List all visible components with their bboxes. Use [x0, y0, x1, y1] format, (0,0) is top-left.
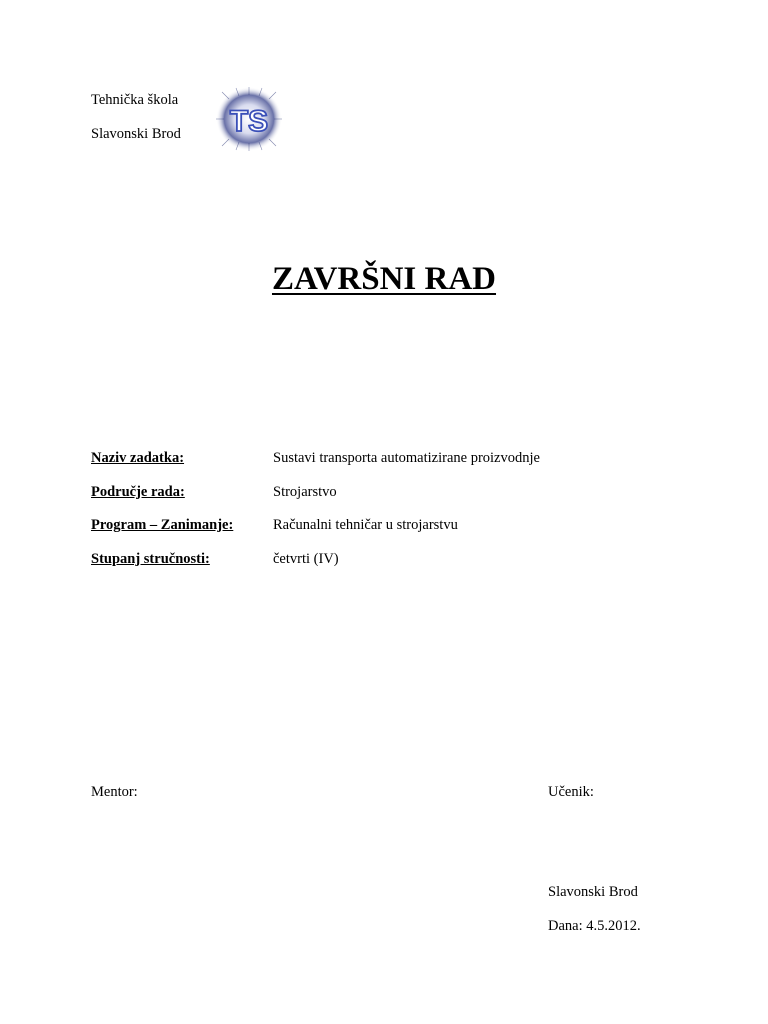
school-name: Tehnička škola [91, 92, 179, 108]
field-row-stupanj-strucnosti [91, 550, 691, 570]
field-label: Područje rada: [91, 484, 185, 500]
logo-lettering: TS [229, 105, 269, 138]
field-row-naziv-zadatka [91, 449, 691, 469]
field-label: Naziv zadatka: [91, 450, 185, 466]
document-title: ZAVRŠNI RAD [271, 261, 497, 297]
field-label: Stupanj stručnosti: [91, 551, 210, 567]
footer-date: Dana: 4.5.2012. [548, 918, 641, 934]
field-row-podrucje-rada [91, 483, 691, 503]
field-label: Program – Zanimanje: [91, 517, 234, 533]
field-value: Strojarstvo [273, 484, 337, 500]
field-row-program-zanimanje [91, 516, 691, 536]
field-value: Računalni tehničar u strojarstvu [273, 517, 458, 533]
student-label: Učenik: [548, 784, 594, 800]
footer-place: Slavonski Brod [548, 884, 638, 900]
school-city: Slavonski Brod [91, 126, 181, 142]
field-value: Sustavi transporta automatizirane proizvodnje [273, 450, 540, 466]
field-value: četvrti (IV) [273, 551, 339, 567]
school-logo-icon [216, 87, 282, 151]
mentor-label: Mentor: [91, 784, 138, 800]
